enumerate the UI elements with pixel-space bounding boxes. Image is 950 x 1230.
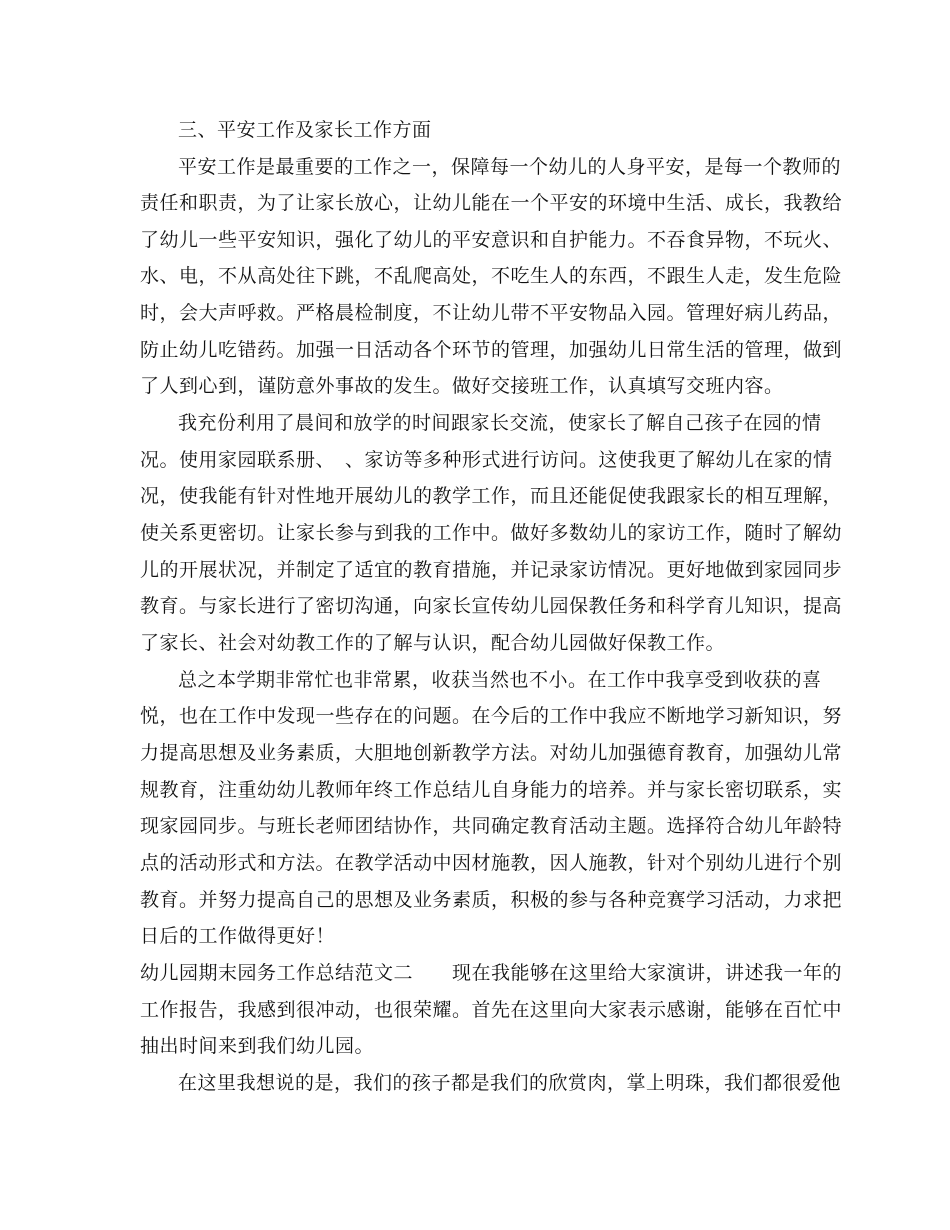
paragraph-line: 了幼儿一些平安知识，强化了幼儿的平安意识和自护能力。不吞食异物，不玩火、 <box>140 229 843 251</box>
paragraph-line: 时，会大声呼救。严格晨检制度，不让幼儿带不平安物品入园。管理好病儿药品， <box>140 302 843 324</box>
paragraph-line: 点的活动形式和方法。在教学活动中因材施教，因人施教，针对个别幼儿进行个别 <box>140 852 843 874</box>
paragraph-line: 平安工作是最重要的工作之一，保障每一个幼儿的人身平安，是每一个教师的 <box>178 156 842 178</box>
paragraph-line: 儿的开展状况，并制定了适宜的教育措施，并记录家访情况。更好地做到家园同步 <box>140 559 843 581</box>
paragraph-line: 抽出时间来到我们幼儿园。 <box>140 1035 375 1057</box>
paragraph-line: 况，使我能有针对性地开展幼儿的教学工作，而且还能促使我跟家长的相互理解， <box>140 485 843 507</box>
paragraph-line: 水、电，不从高处往下跳，不乱爬高处，不吃生人的东西，不跟生人走，发生危险 <box>140 265 843 287</box>
paragraph-line: 了人到心到，谨防意外事故的发生。做好交接班工作，认真填写交班内容。 <box>140 375 784 397</box>
section-heading: 三、平安工作及家长工作方面 <box>178 119 432 141</box>
paragraph-line: 现家园同步。与班长老师团结协作，共同确定教育活动主题。选择符合幼儿年龄特 <box>140 815 843 837</box>
paragraph-line: 教育。并努力提高自己的思想及业务素质，积极的参与各种竞赛学习活动，力求把 <box>140 889 843 911</box>
paragraph-line: 工作报告，我感到很冲动，也很荣耀。首先在这里向大家表示感谢，能够在百忙中 <box>140 999 843 1021</box>
paragraph-line: 使关系更密切。让家长参与到我的工作中。做好多数幼儿的家访工作，随时了解幼 <box>140 522 843 544</box>
paragraph-line: 况。使用家园联系册、 、家访等多种形式进行访问。这使我更了解幼儿在家的情 <box>140 449 833 471</box>
paragraph-line: 了家长、社会对幼教工作的了解与认识，配合幼儿园做好保教工作。 <box>140 632 726 654</box>
paragraph-line: 日后的工作做得更好！ <box>140 925 336 947</box>
paragraph-line: 教育。与家长进行了密切沟通，向家长宣传幼儿园保教任务和科学育儿知识，提高 <box>140 595 843 617</box>
paragraph-line: 悦，也在工作中发现一些存在的问题。在今后的工作中我应不断地学习新知识，努 <box>140 705 843 727</box>
paragraph-line: 在这里我想说的是，我们的孩子都是我们的欣赏肉，掌上明珠，我们都很爱他 <box>178 1072 842 1094</box>
paragraph-line: 幼儿园期末园务工作总结范文二 现在我能够在这里给大家演讲，讲述我一年的 <box>140 962 843 984</box>
paragraph-line: 规教育，注重幼幼儿教师年终工作总结儿自身能力的培养。并与家长密切联系，实 <box>140 779 843 801</box>
paragraph-line: 我充份利用了晨间和放学的时间跟家长交流，使家长了解自己孩子在园的情 <box>178 412 822 434</box>
paragraph-line: 防止幼儿吃错药。加强一日活动各个环节的管理，加强幼儿日常生活的管理，做到 <box>140 339 843 361</box>
paragraph-line: 总之本学期非常忙也非常累，收获当然也不小。在工作中我享受到收获的喜 <box>178 669 822 691</box>
paragraph-line: 责任和职责，为了让家长放心，让幼儿能在一个平安的环境中生活、成长，我教给 <box>140 192 843 214</box>
paragraph-line: 力提高思想及业务素质，大胆地创新教学方法。对幼儿加强德育教育，加强幼儿常 <box>140 742 843 764</box>
